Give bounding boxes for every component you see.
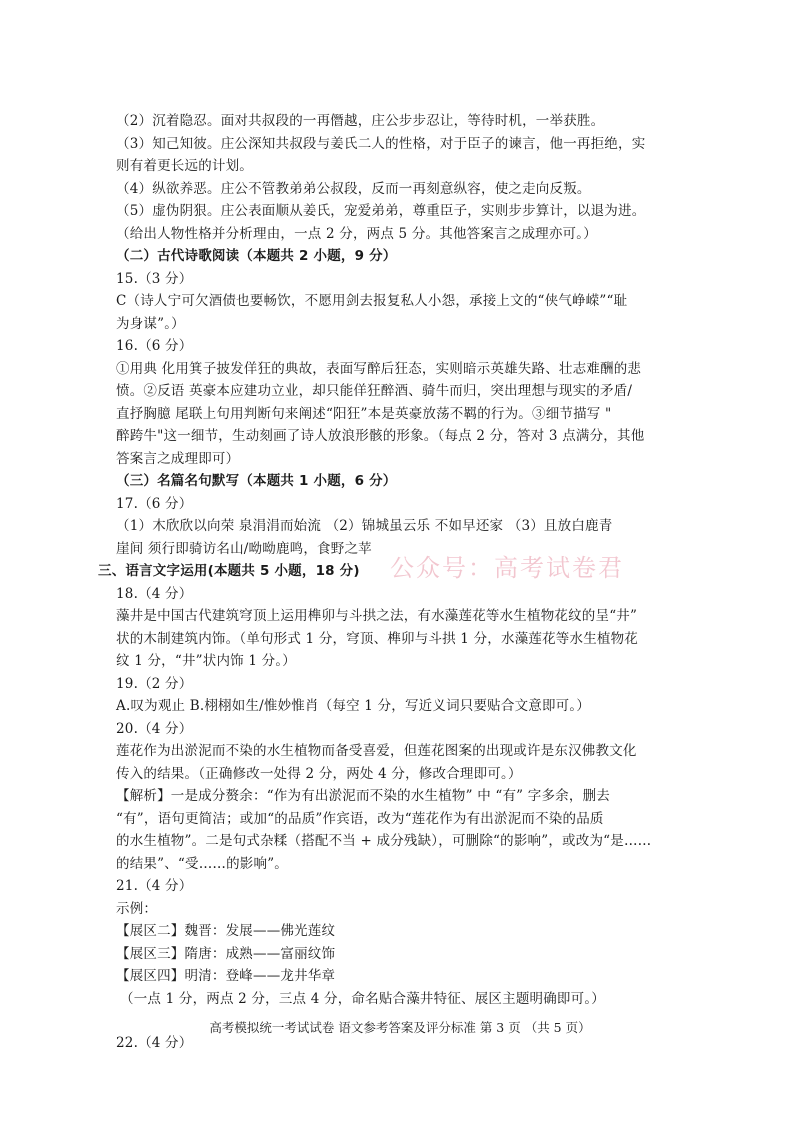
answer-line: 则有着更长远的计划。: [116, 158, 253, 174]
answer-line: 崖间 须行即骑访名山/呦呦鹿鸣，食野之苹: [116, 540, 372, 557]
answer-line: 醉跨牛"这一细节，生动刻画了诗人放浪形骸的形象。（每点 2 分，答对 3 点满分，其他: [116, 428, 645, 444]
scoring-note: （给出人物性格并分析理由，一点 2 分，两点 5 分。其他答案言之成理亦可。）: [116, 225, 597, 242]
analysis-line: 的水生植物”。二是句式杂糅（搭配不当 + 成分残缺），可删除“的影响”，或改为“是……: [116, 833, 652, 849]
answer-line: 答案言之成理即可）: [116, 450, 240, 467]
question-number: 20.（4 分）: [116, 720, 193, 737]
answer-line: 直抒胸臆 尾联上句用判断句来阐述“阳狂”本是英豪放荡不羁的行为。③细节描写 ": [116, 405, 612, 422]
answer-line: 【展区四】明清：登峰——龙井华章: [116, 968, 336, 984]
question-number: 21.（4 分）: [116, 878, 193, 894]
example-label: 示例：: [116, 900, 158, 917]
question-number: 19.（2 分）: [116, 675, 193, 692]
scoring-note: （一点 1 分，两点 2 分，三点 4 分，命名贴合藻井特征、展区主题明确即可。）: [120, 990, 605, 1007]
question-number: 15.（3 分）: [116, 270, 193, 287]
answer-line: A.叹为观止 B.栩栩如生/惟妙惟肖（每空 1 分，写近义词只要贴合文意即可。）: [116, 698, 591, 714]
answer-line: 纹 1 分，“井”状内饰 1 分。）: [116, 653, 296, 669]
answer-line: （1）木欣欣以向荣 泉涓涓而始流 （2）锦城虽云乐 不如早还家 （3）且放白鹿青: [116, 518, 613, 534]
analysis-line: 【解析】一是成分赘余：“作为有出淤泥而不染的水生植物” 中 “有” 字多余，删去: [116, 788, 610, 804]
answer-line: ①用典 化用箕子披发佯狂的典故，表面写醉后狂态，实则暗示英雄失路、壮志难酬的悲: [116, 360, 642, 377]
question-number: 22.（4 分）: [116, 1035, 193, 1051]
section-heading: （二）古代诗歌阅读（本题共 2 小题，9 分）: [116, 248, 397, 264]
watermark: 公众号：高考试卷君: [390, 554, 624, 582]
answer-line: （5）虚伪阴狠。庄公表面顺从姜氏，宠爱弟弟，尊重臣子，实则步步算计，以退为进。: [116, 203, 646, 219]
answer-line: 【展区二】魏晋：发展——佛光莲纹: [116, 923, 336, 939]
analysis-line: 的结果”、“受……的影响”。: [116, 855, 289, 872]
answer-line: （4）纵欲养恶。庄公不管教弟弟公叔段，反而一再刻意纵容，使之走向反叛。: [116, 180, 591, 197]
page-footer: 高考模拟统一考试试卷 语文参考答案及评分标准 第 3 页 （共 5 页）: [209, 1020, 591, 1035]
question-number: 18.（4 分）: [116, 585, 193, 602]
answer-line: （2）沉着隐忍。面对共叔段的一再僭越，庄公步步忍让，等待时机，一举获胜。: [116, 113, 605, 129]
question-number: 16.（6 分）: [116, 338, 193, 354]
answer-line: 莲花作为出淤泥而不染的水生植物而备受喜爱，但莲花图案的出现或许是东汉佛教文化: [116, 743, 637, 759]
question-number: 17.（6 分）: [116, 495, 193, 512]
answer-line: 藻井是中国古代建筑穹顶上运用榫卯与斗拱之法，有水藻莲花等水生植物花纹的呈“井”: [116, 608, 638, 624]
answer-line: 状的木制建筑内饰。（单句形式 1 分，穹顶、榫卯与斗拱 1 分，水藻莲花等水生植物花: [116, 630, 638, 647]
part-heading: 三、语言文字运用(本题共 5 小题，18 分): [98, 563, 360, 579]
answer-line: 【展区三】隋唐：成熟——富丽纹饰: [116, 945, 336, 962]
answer-line: 为身谋”。）: [116, 315, 185, 332]
section-heading: （三）名篇名句默写（本题共 1 小题，6 分）: [116, 473, 397, 489]
answer-line: C（诗人宁可欠酒债也要畅饮，不愿用剑去报复私人小怨，承接上文的“侠气峥嵘”“耻: [116, 293, 628, 309]
analysis-line: “有”，语句更简洁；或加“的品质”作宾语，改为“莲花作为有出淤泥而不染的品质: [116, 810, 604, 827]
answer-line: （3）知己知彼。庄公深知共叔段与姜氏二人的性格，对于臣子的谏言，他一再拒绝，实: [116, 135, 646, 152]
answer-line: 传入的结果。（正确修改一处得 2 分，两处 4 分，修改合理即可。）: [116, 765, 522, 782]
answer-line: 愤。②反语 英豪本应建功立业，却只能佯狂醉酒、骑牛而归，突出理想与现实的矛盾/: [116, 383, 633, 399]
